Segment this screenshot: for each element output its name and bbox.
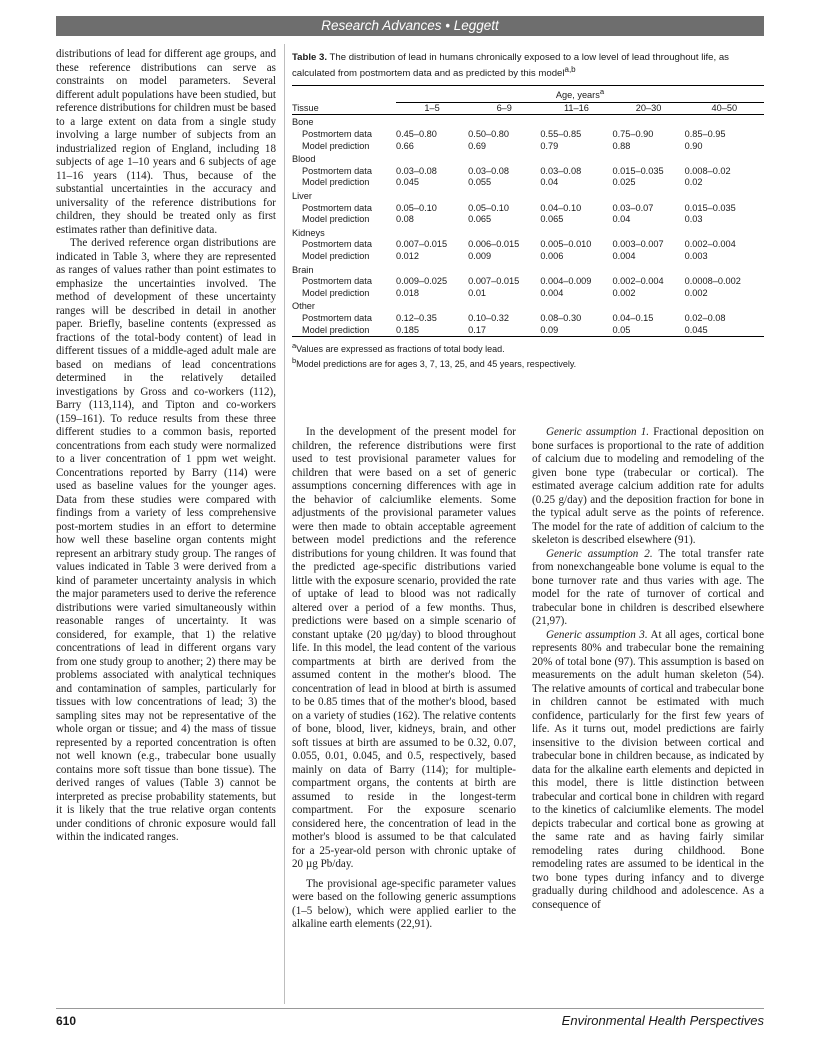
lead-distribution-table (292, 85, 764, 337)
table-cell: 0.03–0.08 (468, 165, 510, 176)
table-cell: 0.09 (540, 325, 612, 337)
tissue-name: Brain (292, 264, 314, 275)
tissue-row (292, 189, 764, 203)
table-row (292, 288, 764, 300)
table-cell: 0.02 (684, 177, 703, 188)
table-cell: 0.002 (612, 287, 636, 298)
table-row (292, 129, 764, 141)
table-row (292, 166, 764, 178)
running-header: Research Advances • Leggett (56, 16, 764, 36)
table-cell: 0.055 (468, 177, 492, 188)
table-footnote: $^a$Values are expressed as fractions of total body lead. (292, 341, 505, 355)
table-cell: 0.08–0.30 (540, 312, 582, 323)
table-footnotes (292, 340, 764, 370)
row-label: Postmortem data (302, 129, 372, 140)
page-number: 610 (56, 1014, 77, 1028)
table-row (292, 239, 764, 251)
table-cell: 0.03–0.08 (540, 165, 582, 176)
table-body (292, 115, 764, 337)
table-cell: 0.12–0.35 (396, 312, 437, 323)
table-cell: 0.004 (612, 250, 636, 261)
table-cell: 0.185 (396, 325, 468, 337)
table-cell: 0.007–0.015 (468, 276, 520, 287)
middle-paragraph-2: The provisional age-specific parameter values were based on the following generic assumptions (1–5 below), which were applied earlier to the alkaline earth elements (22,91). (292, 877, 516, 930)
table-header-row-2 (292, 102, 764, 115)
age-col-header: 40–50 (685, 102, 764, 115)
table-cell: 0.03–0.08 (396, 165, 437, 176)
tissue-row (292, 226, 764, 240)
tissue-row (292, 115, 764, 129)
table-cell: 0.005–0.010 (540, 239, 592, 250)
middle-paragraph-1: In the development of the present model for children, the reference distributions were first used to test provisional parameter values for children that were based on a set of generic assumptions concerning differences with age in the behavior of calciumlike elements. Some adjustments of the provisional parameter values were then made to obtain acceptable agreement between model predictions and the reference distributions for young children. It was found that the predicted age-specific distributions varied little with the exposure scenario, provided the rate of uptake of lead to blood was not radically altered over a period of a few months. Thus, predictions were based on a simple scenario of constant uptake (20 µg/day) to blood throughout life. In this model, the lead content of the various compartments at birth are derived from the assumed content in the mother's blood. The concentration of lead in blood at birth is assumed to be 0.85 times that of the mother's blood, based on a variety of studies (162). The relative contents of bone, blood, liver, kidneys, brain, and other soft tissues at birth are assumed to be 0.32, 0.07, 0.055, 0.01, 0.045, and 0.5, respectively, based mainly on data of Barry (114); for multiple-compartment organs, the contents at birth are assumed to reside in the longest-term compartment. For the exposure scenario considered here, the concentration of lead in the mother's blood is assumed to be that calculated for a 25-year-old person with chronic uptake of 20 µg Pb/day. (292, 426, 516, 870)
table-cell: 0.008–0.02 (684, 165, 731, 176)
table-cell: 0.012 (396, 250, 419, 261)
column-divider (284, 44, 285, 1004)
row-label: Model prediction (302, 214, 370, 225)
table-cell: 0.04 (612, 214, 631, 225)
age-col-header: 11–16 (540, 102, 612, 115)
table-cell: 0.85–0.95 (684, 129, 726, 140)
row-label: Postmortem data (302, 276, 372, 287)
table-cell: 0.006–0.015 (468, 239, 520, 250)
left-paragraph-2: The derived reference organ distributions are indicated in Table 3, where they are represented as ranges of values rather than point estimates to emphasize the uncertainties involved. The method of development of these uncertainty ranges will be described in detail in another paper. Briefly, baseline contents (expressed as fractions of the total-body content) of lead in different tissues of a middle-aged adult male are based on medians of lead concentrations determined in the relatively detailed investigations by Gross and co-workers (112), Barry (113,114), and Tipton and co-workers (159–161). To reduce results from these three different studies to a common basis, reported concentrations from each study were normalized to a liver concentration of 1 ppm wet weight. Concentrations reported by Barry (114) were used as baseline values for the younger ages. Data from these studies were compared with findings from a variety of less comprehensive post-mortem studies in an effort to determine how well these baseline organ contents might represent an arbitrary study group. The ranges of values indicated in Table 3 were derived from a kind of parameter uncertainty analysis in which the major parameters used to derive the reference distributions were varied simultaneously within reasonable ranges of uncertainty. It was considered, for example, that 1) the relative concentrations of lead in different organs vary from one study group to another; 2) there may be problems associated with analytical techniques and contamination of samples, particularly for tissues with low concentrations of lead; 3) the sampling sites may not be representative of the whole organ or tissue; and 4) the mass of tissue represented by a reported concentration is often not well known (e.g., trabecular bone usually contains more soft tissue than bone tissue). The derived ranges of values (Table 3) cannot be interpreted as precise probability statements, but it is likely that the true relative organ contents under conditions of chronic exposure would fall within the indicated ranges. (56, 237, 276, 843)
table-cell: 0.05–0.10 (396, 202, 437, 213)
row-label: Model prediction (302, 140, 370, 151)
table-cell: 0.17 (468, 325, 540, 337)
table-cell: 0.08 (396, 214, 414, 225)
table-cell: 0.025 (612, 177, 636, 188)
table-cell: 0.90 (684, 140, 703, 151)
table-cell: 0.009 (468, 250, 492, 261)
table-header-row-1 (292, 86, 764, 103)
table-cell: 0.0008–0.002 (684, 276, 741, 287)
table-cell: 0.015–0.035 (612, 165, 664, 176)
table-cell: 0.02–0.08 (684, 312, 726, 323)
table-row (292, 214, 764, 226)
row-label: Model prediction (302, 287, 370, 298)
age-header: Age, years$^a$ (396, 86, 764, 103)
table-cell: 0.045 (396, 177, 419, 188)
tissue-name: Kidneys (292, 227, 325, 238)
age-col-header: 20–30 (612, 102, 684, 115)
table-cell: 0.55–0.85 (540, 129, 582, 140)
right-column (532, 426, 764, 912)
journal-name: Environmental Health Perspectives (561, 1013, 764, 1028)
tissue-header: Tissue (292, 102, 396, 115)
middle-column (292, 426, 516, 932)
table-cell: 0.88 (612, 140, 631, 151)
table-cell: 0.66 (396, 140, 414, 151)
row-label: Postmortem data (302, 165, 372, 176)
table-cell: 0.05 (612, 325, 684, 337)
tissue-name: Blood (292, 154, 316, 165)
table-cell: 0.007–0.015 (396, 239, 448, 250)
table-caption (292, 52, 764, 79)
table-row (292, 141, 764, 153)
table-cell: 0.004 (540, 287, 564, 298)
table-cell: 0.002–0.004 (612, 276, 664, 287)
generic-assumption-3: Generic assumption 3. At all ages, cortical bone represents 80% and trabecular bone the remaining 20% of total bone (97). This assumption is based on measurements on the adult human skeleton (54). The relative amounts of cortical and trabecular bone in children cannot be estimated with much confidence, particularly for the first few years of life. As it turns out, model predictions are fairly insensitive to the division between cortical and trabecular bone in children because, as indicated by data for the alkaline earth elements and depicted in this model, there is little distinction between trabecular and cortical bone in children with regard to the kinetics of calciumlike elements. The model depicts trabecular and cortical bone as growing at the same rate and as having fairly similar remodeling rates during childhood. Bone remodeling rates are assumed to be identical in the two bone types during infancy and to diverge gradually during childhood and adolescence. As a consequence of (532, 628, 764, 911)
tissue-row (292, 299, 764, 313)
age-col-header: 1–5 (396, 102, 468, 115)
table-cell: 0.009–0.025 (396, 276, 448, 287)
table-cell: 0.002 (684, 287, 708, 298)
footer-rule (56, 1008, 764, 1009)
row-label: Postmortem data (302, 312, 372, 323)
row-label: Model prediction (302, 250, 370, 261)
generic-assumption-2: Generic assumption 2. The total transfer rate from nonexchangeable bone volume is equal to the bone turnover rate and thus varies with age. The model for the rate of turnover of cortical and trabecular bone in children is described elsewhere (21,97). (532, 547, 764, 627)
table-cell: 0.015–0.035 (684, 202, 736, 213)
generic-assumption-1: Generic assumption 1. Fractional deposition on bone surfaces is proportional to the rate of addition of calcium due to modeling and remodeling of the given bone type (trabecular or cortical). The estimated average calcium addition rate for adults (0.25 g/day) and the deposition fraction for bone in the typical adult serve as the points of reference. The model for the rate of addition of calcium to the skeleton is described elsewhere (91). (532, 426, 764, 546)
row-label: Postmortem data (302, 202, 372, 213)
tissue-name: Liver (292, 191, 312, 201)
table-cell: 0.50–0.80 (468, 129, 510, 140)
table-cell: 0.03–0.07 (612, 202, 654, 213)
table-cell: 0.03 (684, 214, 703, 225)
left-column (56, 48, 276, 845)
table-cell: 0.006 (540, 250, 564, 261)
row-label: Model prediction (292, 325, 396, 337)
table-cell: 0.04–0.15 (612, 312, 654, 323)
table-cell: 0.01 (468, 287, 487, 298)
left-paragraph-1: distributions of lead for different age groups, and these reference distributions can serve as constraints on model parameters. Several different adult populations have been studied, but reference distributions for children must be based to a large extent on data from a single study involving a large number of subjects from an industrialized region of England, including 18 subjects of age 1–10 years and 6 subjects of age 11–16 years (114). Thus, because of the substantial uncertainties in the accuracy and universality of the reference distributions for children, they should be treated only as first estimates rather than definitive data. (56, 48, 276, 236)
table-cell: 0.69 (468, 140, 487, 151)
tissue-name: Bone (292, 117, 314, 128)
table-cell: 0.45–0.80 (396, 129, 437, 140)
table-cell: 0.04–0.10 (540, 202, 582, 213)
table-cell: 0.002–0.004 (684, 239, 736, 250)
table-caption-sup: a,b (564, 64, 576, 74)
table-cell: 0.003–0.007 (612, 239, 664, 250)
table-cell: 0.004–0.009 (540, 276, 592, 287)
table-cell: 0.75–0.90 (612, 129, 654, 140)
table-caption-text: The distribution of lead in humans chronically exposed to a low level of lead throughout life, as calculated from postmortem data and as predicted by this model (292, 52, 729, 79)
table-footnote: $^b$Model predictions are for ages 3, 7, 13, 25, and 45 years, respectively. (292, 356, 577, 370)
table-cell: 0.10–0.32 (468, 312, 510, 323)
row-label: Postmortem data (302, 239, 372, 250)
table-cell: 0.04 (540, 177, 559, 188)
tissue-row (292, 152, 764, 166)
table-cell: 0.065 (540, 214, 564, 225)
table-cell: 0.065 (468, 214, 492, 225)
tissue-name: Other (292, 301, 315, 312)
table-row (292, 313, 764, 325)
table-cell: 0.018 (396, 287, 419, 298)
table-row (292, 276, 764, 288)
table-cell: 0.045 (685, 325, 764, 337)
table-row (292, 325, 764, 337)
table-cell: 0.003 (684, 250, 708, 261)
table-cell: 0.79 (540, 140, 559, 151)
age-col-header: 6–9 (468, 102, 540, 115)
table-cell: 0.05–0.10 (468, 202, 510, 213)
table-caption-label: Table 3. (292, 52, 328, 63)
row-label: Model prediction (302, 177, 370, 188)
tissue-row (292, 263, 764, 277)
table-row (292, 251, 764, 263)
table-3 (292, 52, 764, 370)
table-row (292, 177, 764, 189)
table-row (292, 203, 764, 215)
